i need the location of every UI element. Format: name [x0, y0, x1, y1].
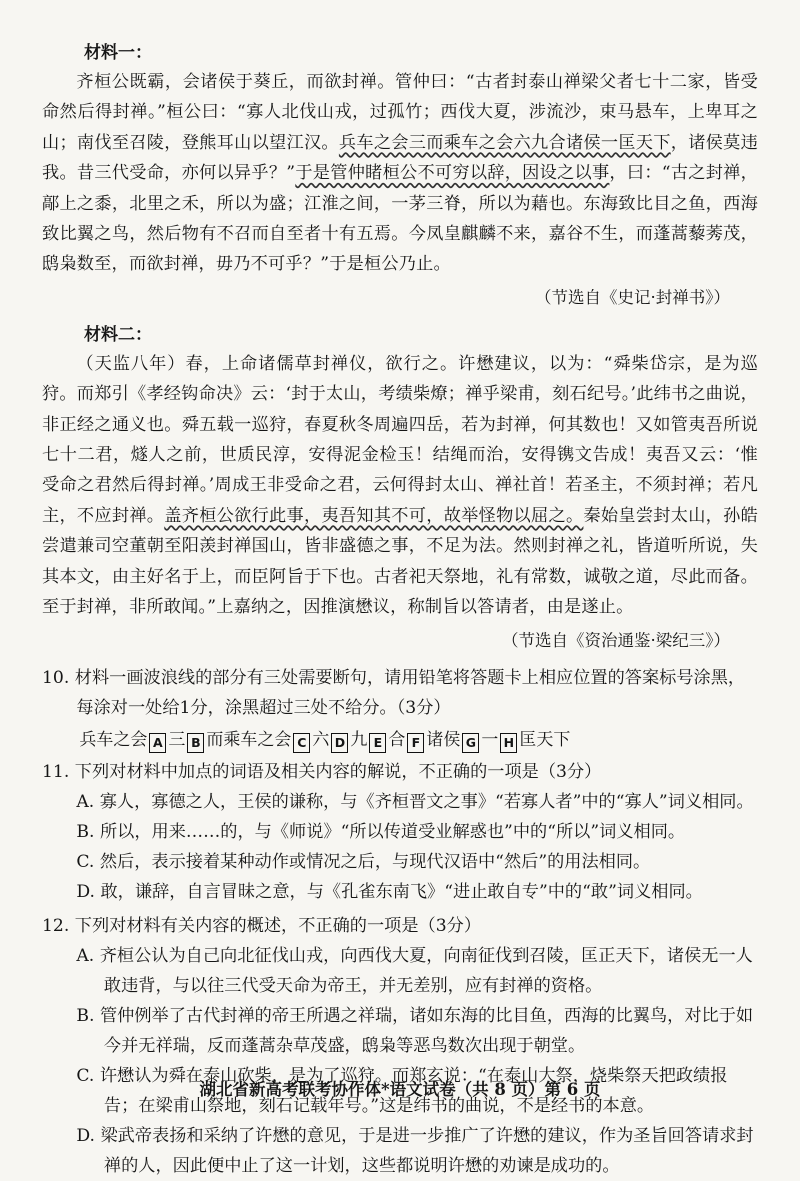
question-12-option-d: D. 梁武帝表扬和采纳了许懋的意见，于是进一步推广了许懋的建议，作为圣旨回答请求封禅的人，因此便中止了这一计划，这些都说明许懋的劝谏是成功的。	[76, 1125, 754, 1176]
answer-text-8: 匡天下	[519, 729, 571, 750]
question-11-option-d: D. 敢，谦辞，自言冒昧之意，与《孔雀东南飞》“进止敢自专”中的“敢”词义相同。	[76, 881, 703, 902]
material-1-source: （节选自《史记·封禅书》）	[535, 287, 730, 307]
answer-box-b[interactable]: B	[187, 733, 204, 753]
answer-box-c[interactable]: C	[293, 733, 310, 753]
question-11-option-c: C. 然后，表示接着某种动作或情况之后，与现代汉语中“然后”的用法相同。	[76, 851, 651, 872]
answer-text-6: 诸侯	[426, 729, 461, 750]
answer-text-3: 六	[312, 729, 330, 750]
material-1-text	[42, 67, 758, 280]
material-1-wavy-underline: 兵车之会三而乘车之会六九合诸侯一匡天下	[338, 132, 671, 153]
answer-text-5: 合	[388, 729, 406, 750]
question-11-stem: 11. 下列对材料中加点的词语及相关内容的解说，不正确的一项是（3分）	[42, 761, 602, 782]
question-12-stem: 12. 下列对材料有关内容的概述，不正确的一项是（3分）	[42, 915, 482, 936]
page-footer: 湖北省新高考联考协作体*语文试卷（共 8 页）第 6 页	[199, 1080, 601, 1099]
answer-text-2: 而乘车之会	[206, 729, 292, 750]
answer-box-a[interactable]: A	[149, 733, 166, 753]
answer-box-d[interactable]: D	[331, 733, 348, 753]
material-2-text-b: 秦始皇尝封太山，孙皓尝遣兼司空董朝至阳羡封禅国山，皆非盛德之事，不足为法。然则封禅之礼，皆道听所说，失其本文，由主好名于上，而臣阿旨于下也。古者祀天祭地，礼有常数，诚敬之道，尽此而备。至于封禅，非所敢闻。”上嘉纳之，因推演懋议，称制旨以答请者，由是遂止。	[42, 505, 758, 618]
answer-box-g[interactable]: G	[462, 733, 479, 753]
material-1-title: 材料一：	[84, 43, 152, 63]
material-1-text-c: ，曰：“古之封禅，鄗上之黍，北里之禾，所以为盛；江淮之间，一茅三脊，所以为藉也。东海致比目之鱼，西海致比翼之鸟，然后物有不召而自至者十有五焉。今凤皇麒麟不来，嘉谷不生，而蓬蒿藜莠茂，鸱枭数至，而欲封禅，毋乃不可乎？”于是桓公乃止。	[42, 163, 758, 275]
material-1-text-b: ，诸侯莫违我。昔三代受命，亦何以异乎？”	[42, 132, 758, 184]
question-11-option-b: B. 所以，用来……的，与《师说》“所以传道受业解惑也”中的“所以”词义相同。	[76, 821, 686, 842]
question-12-option-a: A. 齐桓公认为自己向北征伐山戎，向西伐大夏，向南征伐到召陵，匡正天下，诸侯无一人敢违背，与以往三代受天命为帝王，并无差别，应有封禅的资格。	[76, 945, 753, 996]
material-2-title: 材料二：	[84, 324, 152, 345]
material-2-text	[42, 349, 758, 623]
material-2-source: （节选自《资治通鉴·梁纪三》）	[502, 630, 730, 650]
material-2-underline-sentence: 盖齐桓公欲行此事，夷吾知其不可，故举怪物以屈之。	[164, 505, 584, 526]
answer-text-0: 兵车之会	[79, 729, 148, 750]
answer-text-4: 九	[350, 729, 368, 750]
answer-box-f[interactable]: F	[407, 733, 424, 753]
question-12-option-b: B. 管仲例举了古代封禅的帝王所遇之祥瑞，诸如东海的比目鱼，西海的比翼鸟，对比于如今并无祥瑞，反而蓬蒿杂草茂盛，鸱枭等恶鸟数次出现于朝堂。	[76, 1005, 754, 1056]
material-2-text-a: （天监八年）春，上命诸儒草封禅仪，欲行之。许懋建议，以为：“舜柴岱宗，是为巡狩。而郑引《孝经钩命决》云：‘封于太山，考绩柴燎；禅乎梁甫，刻石纪号。’此纬书之曲说，非正经之通义也。舜五载一巡狩，春夏秋冬周遍四岳，若为封禅，何其数也！又如管夷吾所说七十二君，燧人之前，世质民淳，安得泥金检玉！结绳而治，安得镌文告成！夷吾又云：‘惟受命之君然后得封禅。’周成王非受命之君，云何得封太山、禅社首！若圣主，不须封禅；若凡主，不应封禅。	[42, 353, 758, 526]
question-11-option-a: A. 寡人，寡德之人，王侯的谦称，与《齐桓晋文之事》“若寡人者”中的“寡人”词义相同。	[76, 791, 754, 812]
answer-box-e[interactable]: E	[369, 733, 386, 753]
answer-box-h[interactable]: H	[500, 733, 517, 753]
material-1-underline-sentence: 于是管仲睹桓公不可穷以辞，因设之以事	[295, 163, 610, 184]
answer-text-7: 一	[481, 729, 499, 750]
question-10-answer-row	[79, 725, 758, 755]
material-1-text-a: 齐桓公既霸，会诸侯于葵丘，而欲封禅。管仲曰：“古者封泰山禅梁父者七十二家，皆受命然后得封禅。”桓公曰：“寡人北伐山戎，过孤竹；西伐大夏，涉流沙，束马悬车，上卑耳之山；南伐至召陵，登熊耳山以望江汉。	[42, 72, 758, 153]
question-12-option-c: C. 许懋认为舜在泰山砍柴，是为了巡狩。而郑玄说：“在泰山大祭，烧柴祭天把政绩报告；在梁甫山祭地，刻石记载年号。”这是纬书的曲说，不是经书的本意。	[76, 1065, 728, 1116]
question-10-stem: 10. 材料一画波浪线的部分有三处需要断句，请用铅笔将答题卡上相应位置的答案标号涂黑，每涂对一处给1分，涂黑超过三处不给分。（3分）	[42, 667, 746, 718]
answer-text-1: 三	[168, 729, 186, 750]
